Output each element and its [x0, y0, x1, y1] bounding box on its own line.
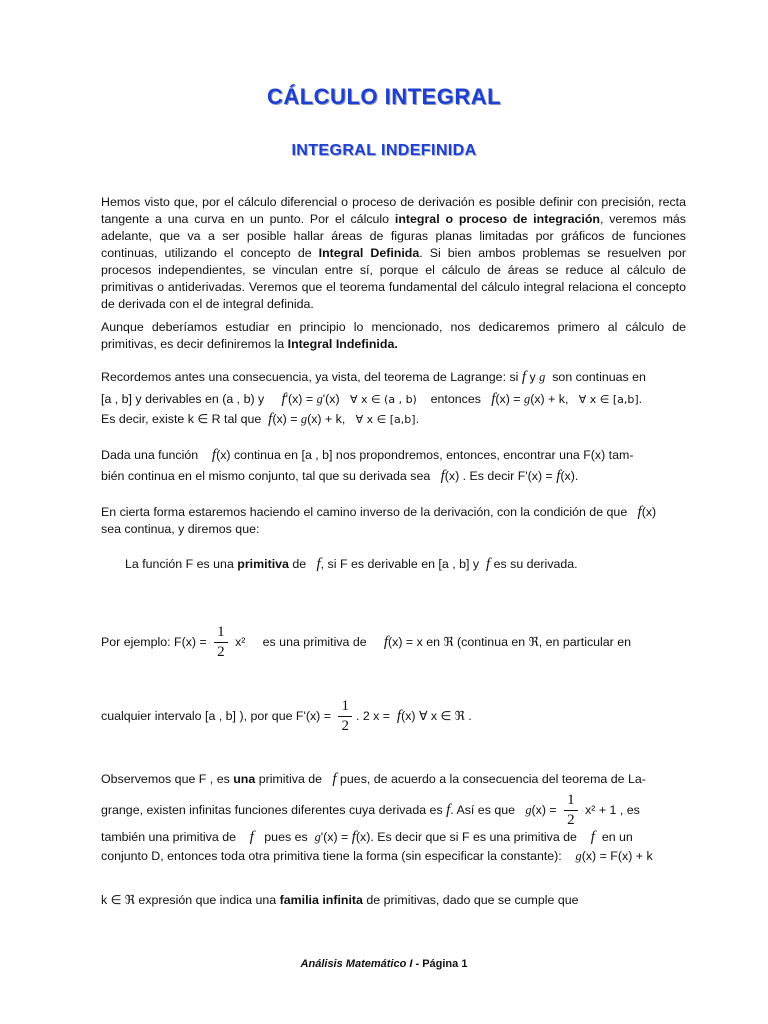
lagrange-line-2: [a , b] y derivables en (a , b) y f'(x) = g'(x) ∀ x ∈ (a , b) entonces f(x) = g(x) + k, ∀ x ∈ [a,b].: [101, 391, 643, 407]
fraction-one-half: $\frac{1}{2}$: [338, 697, 352, 736]
lagrange-line-1: Recordemos antes una consecuencia, ya vista, del teorema de Lagrange: si f y g son continuas en: [101, 369, 646, 385]
family-line-3: también una primitiva de f pues es g'(x) = f(x). Es decir que si F es una primitiva de f en un: [101, 829, 633, 845]
fraction-one-half: $\frac{1}{2}$: [214, 623, 228, 662]
paragraph-indefinite-integral: Aunque deberíamos estudiar en principio lo mencionado, nos dedicaremos primero al cálculo de primitivas, es decir definiremos la Integral Indefinida.: [101, 320, 686, 351]
inverse-line-1: En cierta forma estaremos haciendo el camino inverso de la derivación, con la condición de que f(x): [101, 504, 657, 520]
function-line-1: Dada una función f(x) continua en [a , b] nos propondremos, entonces, encontrar una F(x) tam-: [101, 447, 634, 463]
primitive-definition: La función F es una primitiva de f, si F es derivable en [a , b] y f es su derivada.: [125, 556, 578, 572]
inverse-line-2: sea continua, y diremos que:: [101, 522, 260, 536]
fraction-one-half: $\frac{1}{2}$: [564, 791, 578, 830]
function-line-2: bién continua en el mismo conjunto, tal que su derivada sea f(x) . Es decir F'(x) = f(x).: [101, 468, 579, 484]
family-line-2: grange, existen infinitas funciones diferentes cuya derivada es f. Así es que g(x) = $\frac{1}{2}$ x² + 1 , es: [101, 792, 640, 829]
family-line-4: conjunto D, entonces toda otra primitiva tiene la forma (sin especificar la constante): g(x) = F(x) + k: [101, 849, 653, 863]
family-line-1: Observemos que F , es una primitiva de f pues, de acuerdo a la consecuencia del teorema de La-: [101, 771, 646, 787]
page-title: CÁLCULO INTEGRAL: [266, 84, 502, 109]
example-line-1: Por ejemplo: F(x) = $\frac{1}{2}$ x² es una primitiva de f(x) = x en ℜ (continua en ℜ, en particular en: [101, 624, 632, 661]
page-footer: Análisis Matemático I - Página 1: [300, 958, 468, 970]
paragraph-intro: Hemos visto que, por el cálculo diferencial o proceso de derivación es posible definir con precisión, recta tangente a una curva en un punto. Por el cálculo integral o proceso de integración, veremos más adelante, que va a ser posible hallar áreas de figuras planas limitadas por gráficos de funciones continuas, utilizando el concepto de Integral Definida. Si bien ambos problemas se resuelven por procesos independientes, se vinculan entre sí, porque el cálculo de áreas se reduce al cálculo de primitivas o antiderivadas. Veremos que el teorema fundamental del cálculo integral relaciona el concepto de derivada con el de integral definida.: [101, 195, 687, 311]
section-subtitle: INTEGRAL INDEFINIDA: [291, 142, 477, 159]
family-closing-line: k ∈ ℜ expresión que indica una familia infinita de primitivas, dado que se cumple que: [101, 893, 579, 907]
lagrange-line-3: Es decir, existe k ∈ R tal que f(x) = g(x) + k, ∀ x ∈ [a,b].: [101, 411, 420, 427]
example-line-2: cualquier intervalo [a , b] ), por que F'(x) = $\frac{1}{2}$ . 2 x = f(x) ∀ x ∈ ℜ .: [101, 698, 472, 735]
